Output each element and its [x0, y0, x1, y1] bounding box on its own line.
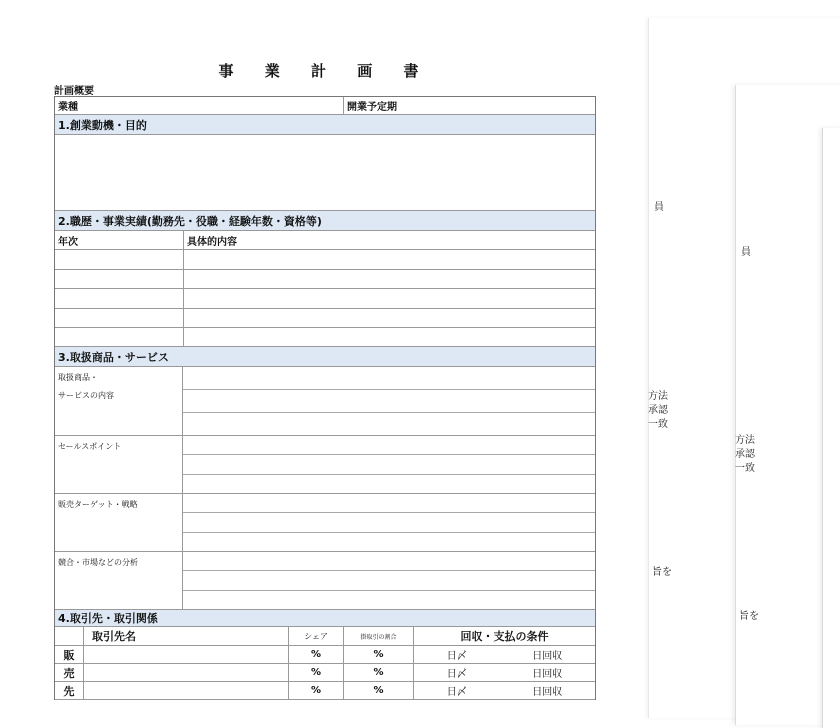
page-fragment: 一致: [735, 463, 755, 474]
page-fragment: 一致: [648, 419, 668, 430]
sales-point-lines[interactable]: [183, 436, 595, 493]
career-row[interactable]: [55, 328, 595, 347]
page-fragment: 旨を: [739, 611, 759, 622]
terms-column: 回収・支払の条件: [413, 627, 595, 645]
page-fragment: 承認: [735, 449, 755, 460]
page-fragment: 承認: [648, 405, 668, 416]
target-strategy-label: 販売ターゲット・戦略: [55, 494, 183, 551]
trading-row[interactable]: 販 % % 日〆 日回収: [55, 646, 595, 664]
section-trading-header: 4.取引先・取引関係: [55, 610, 595, 627]
opening-label: 開業予定期: [343, 97, 398, 114]
year-column: 年次: [58, 236, 78, 248]
products-lines[interactable]: [183, 367, 595, 435]
page-fragment: 員: [741, 247, 751, 258]
market-analysis-lines[interactable]: [183, 552, 595, 609]
page-fragment: 方法: [735, 435, 755, 446]
products-row: [55, 436, 595, 494]
trading-row[interactable]: 売 % % 日〆 日回収: [55, 664, 595, 682]
career-row[interactable]: [55, 289, 595, 309]
products-row: [55, 367, 595, 436]
partner-name-column: 取引先名: [83, 627, 288, 645]
page-fragment: 旨を: [652, 567, 672, 578]
target-strategy-lines[interactable]: [183, 494, 595, 551]
trading-row[interactable]: 先 % % 日〆 日回収: [55, 682, 595, 700]
overview-label: 計画概要: [54, 86, 94, 97]
career-row[interactable]: [55, 270, 595, 290]
page-fragment: 員: [654, 202, 664, 213]
market-analysis-label: 競合・市場などの分析: [55, 552, 183, 609]
products-label: 取扱商品・ サービスの内容: [55, 367, 183, 435]
products-row: [55, 494, 595, 552]
career-row[interactable]: [55, 250, 595, 270]
career-row[interactable]: [55, 309, 595, 329]
credit-ratio-column: 掛取引の割合: [343, 627, 413, 645]
background-page: [822, 128, 840, 728]
section-products-header: 3.取扱商品・サービス: [55, 347, 595, 367]
plan-form: [54, 96, 596, 700]
career-column-header: [55, 231, 595, 250]
industry-label: 業種: [58, 102, 78, 113]
section-motivation-header: 1.創業動機・目的: [55, 115, 595, 135]
share-column: シェア: [288, 627, 343, 645]
section-career-header: 2.職歴・事業実績(勤務先・役職・経験年数・資格等): [55, 211, 595, 231]
industry-row: [55, 97, 595, 115]
detail-column: 具体的内容: [183, 231, 595, 249]
motivation-field[interactable]: [55, 135, 595, 211]
trading-column-header: [55, 627, 595, 646]
page-fragment: 方法: [648, 391, 668, 402]
opening-field[interactable]: [398, 97, 595, 114]
document-title: 事 業 計 画 書: [218, 62, 432, 80]
products-row: [55, 552, 595, 610]
sales-point-label: セールスポイント: [55, 436, 183, 493]
